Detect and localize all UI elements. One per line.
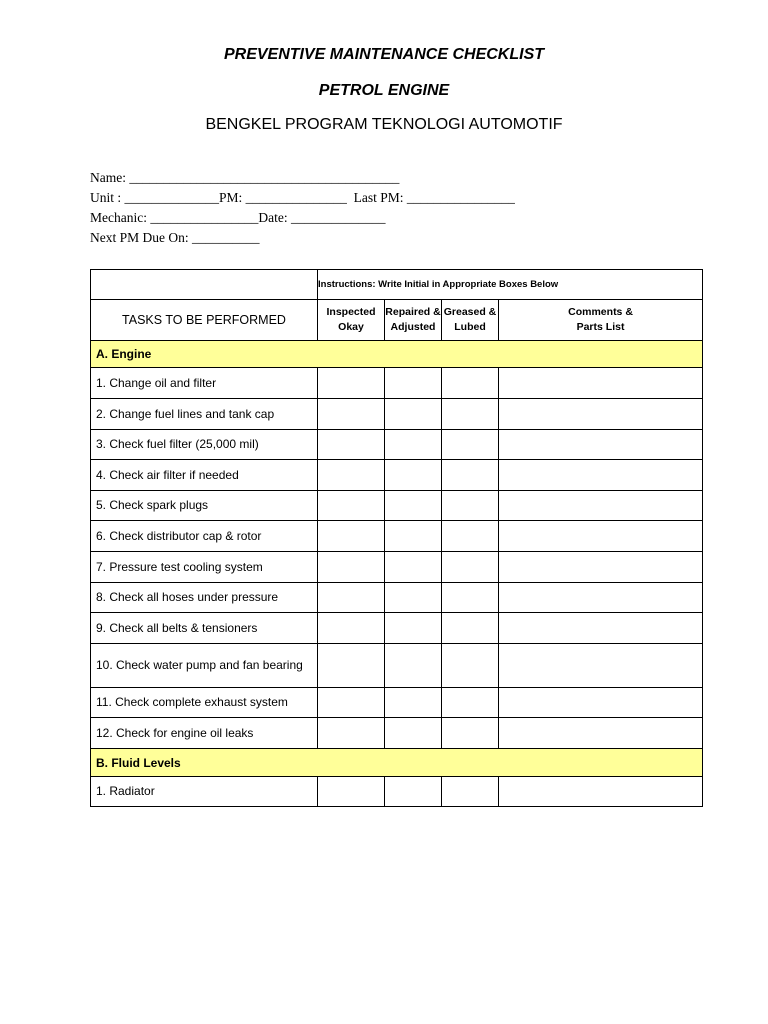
comments-cell[interactable] [499,613,703,644]
table-row [91,368,703,399]
comments-cell[interactable] [499,552,703,583]
comments-cell[interactable] [499,583,703,613]
greased-lubed-cell[interactable] [442,368,499,399]
inspected-okay-cell[interactable] [318,368,385,399]
task-label: 1. Change oil and filter [91,368,318,399]
repaired-adjusted-cell[interactable] [385,644,442,688]
comments-cell[interactable] [499,368,703,399]
table-row [91,583,703,613]
blank-header-cell [91,270,318,300]
table-row [91,718,703,749]
greased-lubed-cell[interactable] [442,460,499,491]
task-label: 1. Radiator [91,777,318,807]
comments-cell[interactable] [499,430,703,460]
next-pm-field: Next PM Due On: __________ [90,230,260,245]
repaired-adjusted-cell[interactable] [385,552,442,583]
table-row [91,521,703,552]
column-header-row [91,300,703,341]
name-field: Name: ________________________________________ [90,170,400,185]
section-row-fluid-levels [91,749,703,777]
fluid-task-list [91,777,703,807]
greased-lubed-cell[interactable] [442,644,499,688]
inspected-okay-cell[interactable] [318,718,385,749]
document-title: PREVENTIVE MAINTENANCE CHECKLIST [223,46,545,63]
comments-cell[interactable] [499,777,703,807]
comments-cell[interactable] [499,688,703,718]
task-label: 4. Check air filter if needed [91,460,318,491]
table-row [91,777,703,807]
inspected-okay-cell[interactable] [318,521,385,552]
task-label: 9. Check all belts & tensioners [91,613,318,644]
repaired-adjusted-cell[interactable] [385,718,442,749]
comments-cell[interactable] [499,460,703,491]
document-subtitle: PETROL ENGINE [318,82,450,99]
inspected-okay-cell[interactable] [318,399,385,430]
section-row-engine [91,341,703,368]
task-label: 2. Change fuel lines and tank cap [91,399,318,430]
inspected-okay-cell[interactable] [318,688,385,718]
comments-cell[interactable] [499,644,703,688]
greased-lubed-cell[interactable] [442,613,499,644]
repaired-adjusted-cell[interactable] [385,368,442,399]
greased-lubed-cell[interactable] [442,777,499,807]
table-row [91,552,703,583]
comments-cell[interactable] [499,399,703,430]
inspected-okay-cell[interactable] [318,583,385,613]
task-label: 7. Pressure test cooling system [91,552,318,583]
table-row [91,399,703,430]
greased-lubed-cell[interactable] [442,399,499,430]
section-label: A. Engine [91,341,703,368]
greased-lubed-cell[interactable] [442,583,499,613]
repaired-adjusted-header: Repaired & Adjusted [385,300,442,341]
task-label: 5. Check spark plugs [91,491,318,521]
greased-lubed-cell[interactable] [442,688,499,718]
task-label: 8. Check all hoses under pressure [91,583,318,613]
repaired-adjusted-cell[interactable] [385,399,442,430]
organization-name: BENGKEL PROGRAM TEKNOLOGI AUTOMOTIF [205,116,563,133]
table-row [91,644,703,688]
greased-lubed-cell[interactable] [442,718,499,749]
inspected-okay-cell[interactable] [318,460,385,491]
repaired-adjusted-cell[interactable] [385,777,442,807]
inspected-okay-cell[interactable] [318,491,385,521]
task-label: 12. Check for engine oil leaks [91,718,318,749]
inspected-okay-cell[interactable] [318,552,385,583]
table-row [91,460,703,491]
instructions-row [91,270,703,300]
section-label: B. Fluid Levels [91,749,703,777]
repaired-adjusted-cell[interactable] [385,430,442,460]
greased-lubed-cell[interactable] [442,491,499,521]
comments-cell[interactable] [499,521,703,552]
repaired-adjusted-cell[interactable] [385,613,442,644]
repaired-adjusted-cell[interactable] [385,688,442,718]
comments-cell[interactable] [499,718,703,749]
inspected-okay-cell[interactable] [318,613,385,644]
table-row [91,613,703,644]
inspected-okay-header: Inspected Okay [318,300,385,341]
inspected-okay-cell[interactable] [318,430,385,460]
task-label: 3. Check fuel filter (25,000 mil) [91,430,318,460]
table-row [91,491,703,521]
inspected-okay-cell[interactable] [318,777,385,807]
tasks-header: TASKS TO BE PERFORMED [91,300,318,341]
greased-lubed-cell[interactable] [442,430,499,460]
table-row [91,688,703,718]
comments-cell[interactable] [499,491,703,521]
repaired-adjusted-cell[interactable] [385,460,442,491]
unit-pm-field: Unit : ______________PM: _______________ Last PM: ________________ [90,190,515,205]
inspected-okay-cell[interactable] [318,644,385,688]
task-label: 10. Check water pump and fan bearing [91,644,318,688]
mechanic-date-field: Mechanic: ________________Date: ______________ [90,210,386,225]
comments-parts-header: Comments & Parts List [499,300,703,341]
checklist-table [90,269,703,807]
greased-lubed-header: Greased & Lubed [442,300,499,341]
task-label: 6. Check distributor cap & rotor [91,521,318,552]
repaired-adjusted-cell[interactable] [385,583,442,613]
repaired-adjusted-cell[interactable] [385,491,442,521]
table-row [91,430,703,460]
task-label: 11. Check complete exhaust system [91,688,318,718]
greased-lubed-cell[interactable] [442,552,499,583]
greased-lubed-cell[interactable] [442,521,499,552]
info-fields [90,168,515,248]
repaired-adjusted-cell[interactable] [385,521,442,552]
instructions-text: Instructions: Write Initial in Appropriate Boxes Below [318,270,703,300]
engine-task-list [91,368,703,749]
